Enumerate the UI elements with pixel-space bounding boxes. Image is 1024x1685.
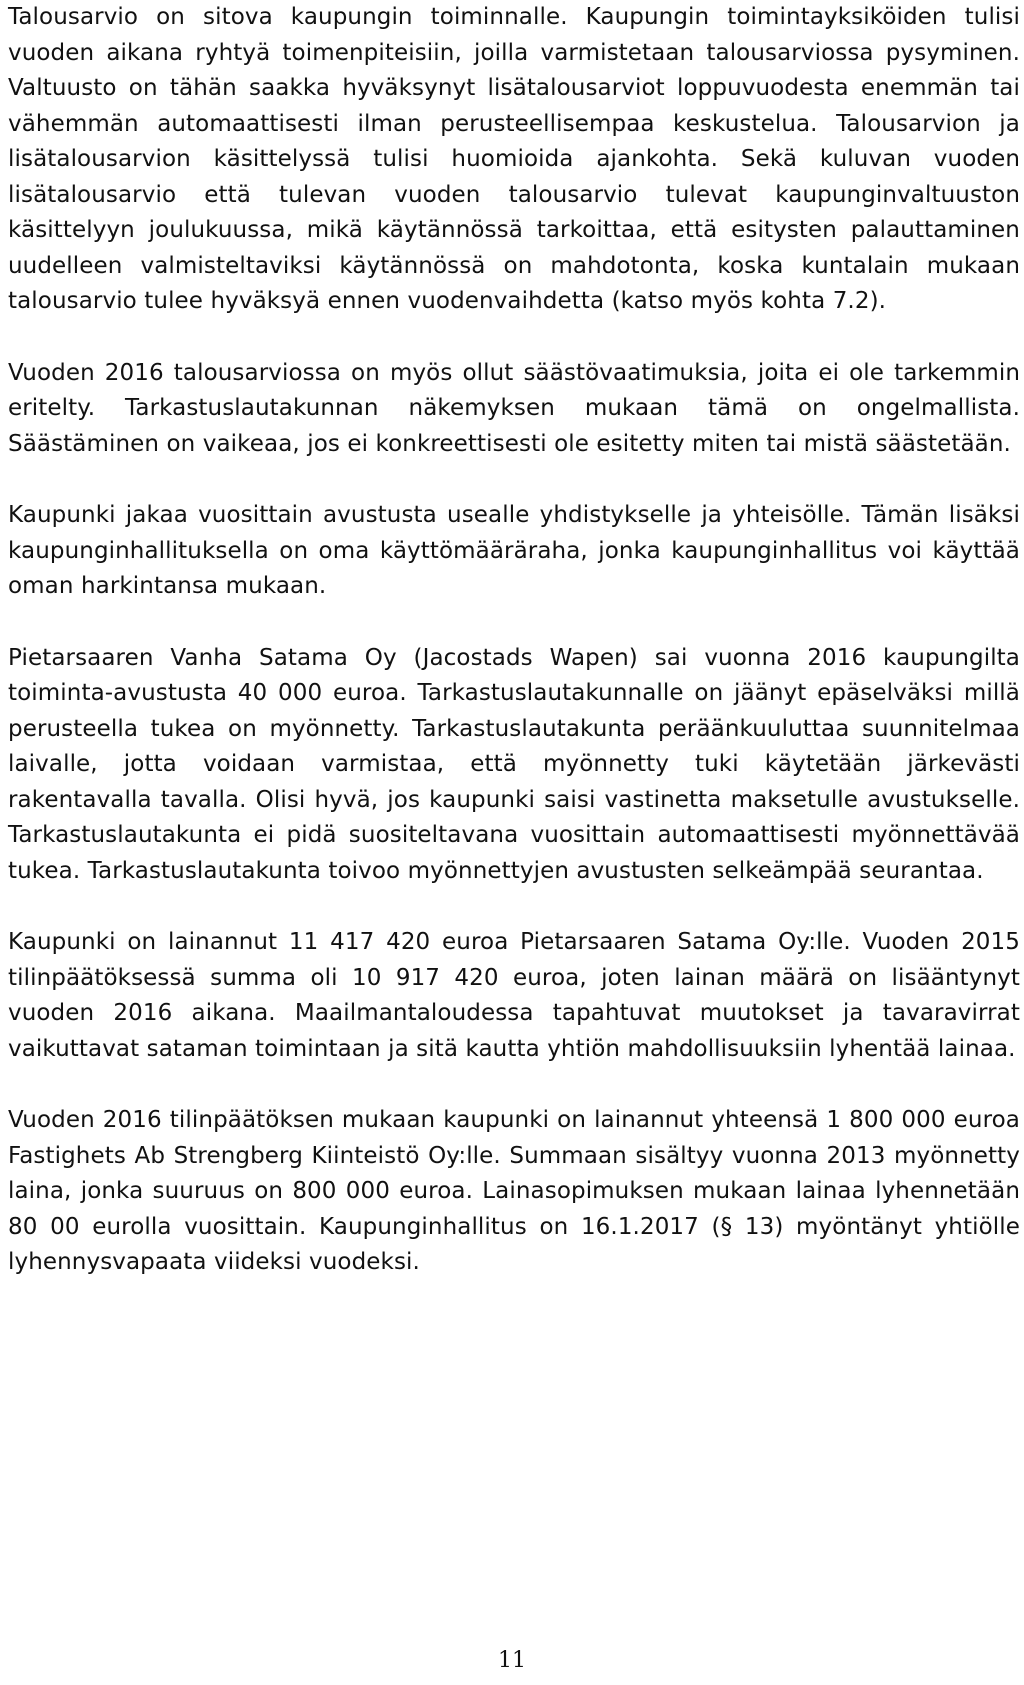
- paragraph-budget-binding: Talousarvio on sitova kaupungin toiminnalle. Kaupungin toimintayksiköiden tulisi vuoden aikana ryhtyä toimenpiteisiin, joilla varmistetaan talousarviossa pysyminen. Valtuusto on tähän saakka hyväksynyt lisätalousarviot loppuvuodesta enemmän tai vähemmän automaattisesti ilman perusteellisempaa keskustelua. Talousarvion ja lisätalousarvion käsittelyssä tulisi huomioida ajankohta. Sekä kuluvan vuoden lisätalousarvio että tulevan vuoden talousarvio tulevat kaupunginvaltuuston käsittelyyn joulukuussa, mikä käytännössä tarkoittaa, että esitysten palauttaminen uudelleen valmisteltaviksi käytännössä on mahdotonta, koska kuntalain mukaan talousarvio tulee hyväksyä ennen vuodenvaihdetta (katso myös kohta 7.2).: [8, 4, 1020, 314]
- paragraph-strengberg-loan: Vuoden 2016 tilinpäätöksen mukaan kaupunki on lainannut yhteensä 1 800 000 euroa Fastighets Ab Strengberg Kiinteistö Oy:lle. Summaan sisältyy vuonna 2013 myönnetty laina, jonka suuruus on 800 000 euroa. Lainasopimuksen mukaan lainaa lyhennetään 80 00 eurolla vuosittain. Kaupunginhallitus on 16.1.2017 (§ 13) myöntänyt yhtiölle lyhennysvapaata viideksi vuodeksi.: [8, 1107, 1020, 1275]
- paragraph-spacer: [8, 462, 1020, 498]
- paragraph-harbour-loan: Kaupunki on lainannut 11 417 420 euroa Pietarsaaren Satama Oy:lle. Vuoden 2015 tilinpäätöksessä summa oli 10 917 420 euroa, joten lainan määrä on lisääntynyt vuoden 2016 aikana. Maailmantaloudessa tapahtuvat muutokset ja tavaravirrat vaikuttavat sataman toimintaan ja sitä kautta yhtiön mahdollisuuksiin lyhentää lainaa.: [8, 929, 1020, 1062]
- paragraph-spacer: [8, 605, 1020, 641]
- paragraph-old-harbour: Pietarsaaren Vanha Satama Oy (Jacostads Wapen) sai vuonna 2016 kaupungilta toiminta-avustusta 40 000 euroa. Tarkastuslautakunnalle on jäänyt epäselväksi millä perusteella tukea on myönnetty. Tarkastuslautakunta peräänkuuluttaa suunnitelmaa laivalle, jotta voidaan varmistaa, että myönnetty tuki käytetään järkevästi rakentavalla tavalla. Olisi hyvä, jos kaupunki saisi vastinetta maksetulle avustukselle. Tarkastuslautakunta ei pidä suositeltavana vuosittain automaattisesti myönnettävää tukea. Tarkastuslautakunta toivoo myönnettyjen avustusten selkeämpää seurantaa.: [8, 644, 1020, 884]
- paragraph-spacer: [8, 889, 1020, 925]
- paragraph-savings-requirements: Vuoden 2016 talousarviossa on myös ollut säästövaatimuksia, joita ei ole tarkemmin eritelty. Tarkastuslautakunnan näkemyksen mukaan tämä on ongelmallista. Säästäminen on vaikeaa, jos ei konkreettisesti ole esitetty miten tai mistä säästetään.: [8, 359, 1020, 457]
- paragraph-spacer: [8, 320, 1020, 356]
- paragraph-spacer: [8, 1067, 1020, 1103]
- document-page: [8, 0, 1020, 1281]
- page-number: 11: [498, 1648, 526, 1673]
- paragraph-grants: Kaupunki jakaa vuosittain avustusta usealle yhdistykselle ja yhteisölle. Tämän lisäksi kaupunginhallituksella on oma käyttömääräraha, jonka kaupunginhallitus voi käyttää oman harkintansa mukaan.: [8, 502, 1020, 599]
